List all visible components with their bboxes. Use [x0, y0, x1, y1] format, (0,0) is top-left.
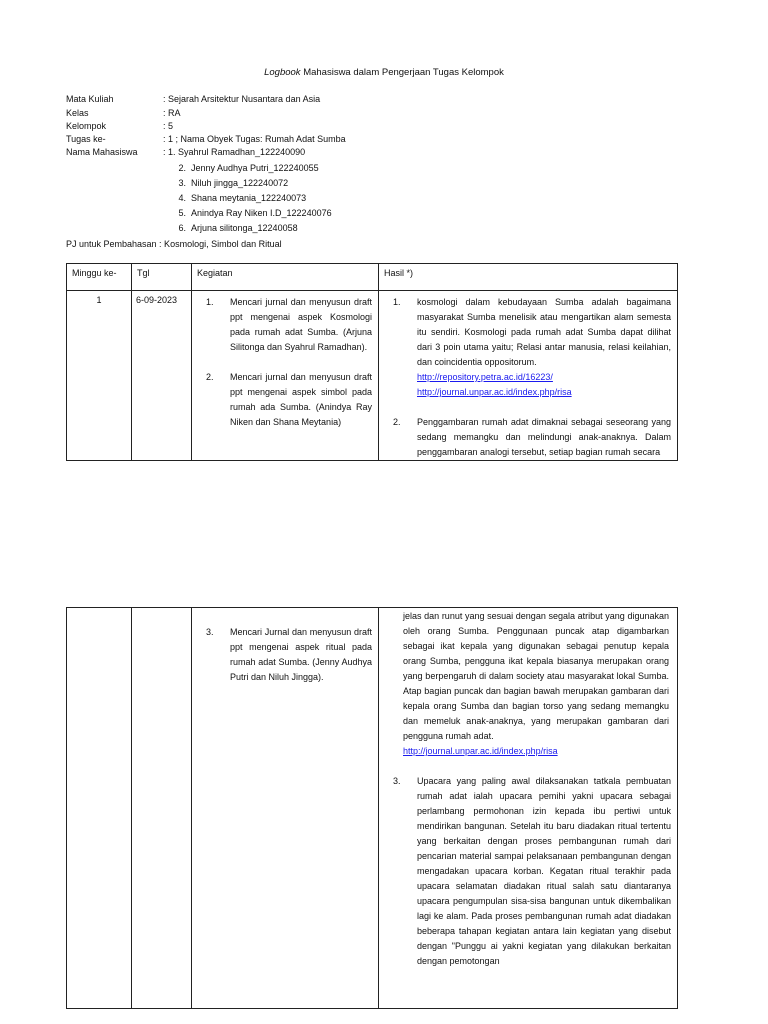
member-num: 3. [178, 178, 186, 188]
meta-key: Tugas ke- [66, 134, 106, 144]
item-text: kosmologi dalam kebudayaan Sumba adalah bagaimana masyarakat Sumba menelisik atau mengartikan alam semesta itu sendiri. Kosmologi pada rumah adat Sumba dapat dilihat dari 3 poin utama yaitu; Relasi antar manusia, relasi keilahian, dan coincidentia oppositorum. [417, 297, 671, 367]
cell-kegiatan [192, 608, 379, 1009]
kegiatan-list [192, 295, 378, 430]
member-item [172, 191, 306, 206]
cell-date: 6-09-2023 [132, 291, 192, 461]
item-text: Penggambaran rumah adat dimaknai sebagai seseorang yang sedang memangku dan melindungi anak-anaknya. Dalam penggambaran analogi tersebut, setiap bagian rumah secara [417, 417, 671, 457]
hasil-list [379, 295, 677, 460]
kegiatan-list [192, 625, 378, 685]
item-text: Mencari jurnal dan menyusun draft ppt mengenai aspek Kosmologi pada rumah adat Sumba. (Arjuna Silitonga dan Syahrul Ramadhan). [230, 297, 372, 352]
member-item [172, 176, 288, 191]
member-item [172, 161, 319, 176]
spacer [192, 355, 378, 370]
item-text: Mencari Jurnal dan menyusun draft ppt mengenai aspek ritual pada rumah adat Sumba. (Jenny Audhya Putri dan Niluh Jingga). [230, 627, 372, 682]
member-item [172, 221, 298, 236]
meta-key: Kelompok [66, 121, 107, 131]
item-num: 3. [206, 627, 214, 637]
meta-value: : RA [163, 108, 181, 118]
item-num: 1. [393, 297, 401, 307]
member-name: Shana meytania_122240073 [191, 193, 307, 203]
header-hasil: Hasil *) [379, 264, 678, 291]
meta-key: Kelas [66, 108, 89, 118]
list-item [379, 295, 677, 400]
meta-key: Nama Mahasiswa [66, 147, 138, 157]
meta-value: : Sejarah Arsitektur Nusantara dan Asia [163, 94, 321, 104]
member-num: 4. [178, 193, 186, 203]
cell-kegiatan [192, 291, 379, 461]
meta-value: : 1. Syahrul Ramadhan_122240090 [163, 147, 306, 157]
hasil-continued [379, 609, 677, 759]
reference-link[interactable]: http://journal.unpar.ac.id/index.php/risa [417, 387, 572, 397]
spacer [379, 759, 677, 774]
item-num: 3. [393, 776, 401, 786]
cell-hasil [379, 608, 678, 1009]
list-item [379, 415, 677, 460]
meta-value: : 5 [163, 121, 174, 131]
member-name: Arjuna silitonga_12240058 [191, 223, 298, 233]
cell-date [132, 608, 192, 1009]
item-text: jelas dan runut yang sesuai dengan segala atribut yang digunakan oleh orang Sumba. Penggunaan puncak atap digambarkan sebagai ikat kepala yang digunakan sebagai penutup kepala orang Sumba, pengguna ikat kepala biasanya merupakan orang yang berpengaruh di dalam society atau masyarakat lokal Sumba. Atap bagian puncak dan bagian bawah merupakan gambaran dari kepala orang Sumba dan bagian torso yang sedang memangku dan memeluk anak-anaknya, yang merupakan gambaran dari pengguna rumah adat. [403, 611, 669, 741]
item-num: 1. [206, 297, 214, 307]
list-item [192, 295, 378, 355]
item-num: 2. [393, 417, 401, 427]
cell-week: 1 [67, 291, 132, 461]
cell-week [67, 608, 132, 1009]
member-num: 6. [178, 223, 186, 233]
title-rest: Mahasiswa dalam Pengerjaan Tugas Kelompok [300, 67, 504, 78]
member-num: 5. [178, 208, 186, 218]
cell-hasil [379, 291, 678, 461]
member-name: Niluh jingga_122240072 [191, 178, 289, 188]
title-italic: Logbook [264, 67, 301, 78]
list-item [379, 774, 677, 969]
member-num: 2. [178, 163, 186, 173]
reference-link[interactable]: http://repository.petra.ac.id/16223/ [417, 372, 553, 382]
logbook-table [66, 263, 678, 461]
table-row [67, 291, 678, 461]
header-minggu: Minggu ke- [67, 264, 132, 291]
header-kegiatan: Kegiatan [192, 264, 379, 291]
table-row [67, 608, 678, 1009]
member-item [172, 206, 332, 221]
meta-key: Mata Kuliah [66, 94, 114, 104]
meta-value: : 1 ; Nama Obyek Tugas: Rumah Adat Sumba [163, 134, 346, 144]
member-name: Anindya Ray Niken I.D_122240076 [191, 208, 332, 218]
hasil-list [379, 774, 677, 969]
item-num: 2. [206, 372, 214, 382]
list-item [192, 625, 378, 685]
logbook-table-continued [66, 607, 678, 1009]
item-text: Upacara yang paling awal dilaksanakan tatkala pembuatan rumah adat ialah upacara pemihi yakni upacara sebagai perlambang permohonan izin kepada ibu pertiwi untuk mendirikan bangunan. Setelah itu baru diadakan ritual tertentu yang berkaitan dengan proses pembangunan rumah dari pencarian material sampai pelaksanaan pembangunan dengan mengadakan upacara korban. Kegatan ritual terakhir pada upacara selamatan diadakan ritual salah satu diantaranya upacara pengumpulan sisa-sisa bangunan untuk dikembalikan lagi ke alam. Pada proses pembangunan rumah adat diadakan beberapa tahapan kegiatan antara lain kegiatan yang disebut dengan "Punggu ai yakni kegiatan yang dilakukan berkaitan dengan pemotongan [417, 776, 671, 966]
spacer [379, 400, 677, 415]
header-tgl: Tgl [132, 264, 192, 291]
list-item [192, 370, 378, 430]
pj-line: PJ untuk Pembahasan : Kosmologi, Simbol dan Ritual [66, 239, 282, 249]
table-header-row [67, 264, 678, 291]
document-title [0, 67, 768, 78]
member-name: Jenny Audhya Putri_122240055 [191, 163, 319, 173]
item-text: Mencari jurnal dan menyusun draft ppt mengenai aspek simbol pada rumah ada Sumba. (Anindya Ray Niken dan Shana Meytania) [230, 372, 372, 427]
reference-link[interactable]: http://journal.unpar.ac.id/index.php/risa [403, 746, 558, 756]
